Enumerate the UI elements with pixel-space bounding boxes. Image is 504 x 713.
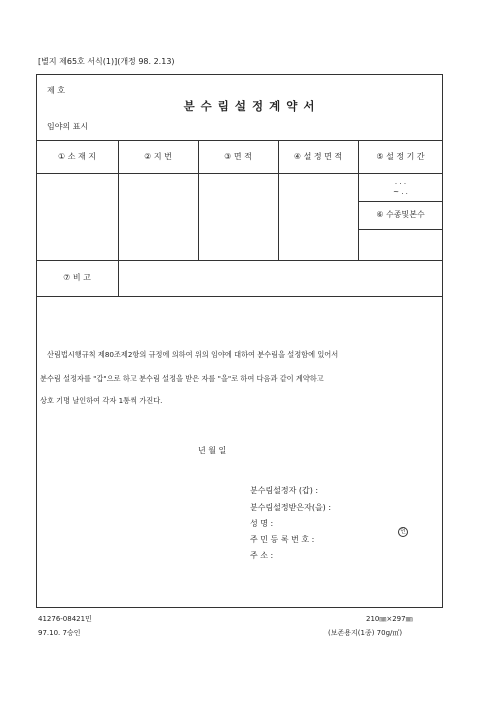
form-code: 41276-08421민 [38, 615, 92, 623]
paper-size: 210㎜×297㎜ [366, 615, 413, 623]
period-start-placeholder: . . . [394, 178, 407, 186]
remarks-label: ⑦ 비 고 [63, 273, 91, 282]
document-number-label: 제 호 [47, 86, 65, 95]
contract-text-line-3: 상호 기명 날인하여 각자 1통씩 가진다. [40, 396, 163, 405]
period-divider-line [358, 201, 443, 202]
document-title: 분수림설정계약서 [183, 99, 321, 113]
column-header-set-area: ④ 설 정 면 적 [293, 152, 343, 161]
species-count-label: ⑥ 수종및본수 [376, 210, 425, 219]
seal-mark: 인 [398, 518, 408, 537]
address-label: 주 소 : [250, 551, 274, 560]
resident-number-label: 주 민 등 록 번 호 : [250, 535, 315, 544]
species-divider-line [358, 229, 443, 230]
data-bottom-line [36, 260, 443, 261]
column-header-location: ① 소 재 지 [58, 152, 96, 161]
form-reference: [별지 제65호 서식(1)](개정 98. 2.13) [38, 57, 175, 66]
period-end-placeholder: ~ . . [393, 188, 408, 196]
table-header-line [36, 173, 443, 174]
remark-bottom-line [36, 296, 443, 297]
land-description-label: 임야의 표시 [47, 122, 89, 131]
table-top-line [36, 140, 443, 141]
column-header-period: ⑤ 설 정 기 간 [376, 152, 425, 161]
remark-divider [118, 260, 119, 296]
contract-text-line-2: 분수림 설정자를 "갑"으로 하고 분수림 설정을 받은 자를 "을"로 하여 다음과 같이 계약하고 [40, 374, 324, 383]
name-label: 성 명 : [250, 519, 274, 528]
approval-date: 97.10. 7승인 [38, 629, 81, 637]
grantee-label: 분수림설정받은자(을) : [250, 503, 332, 512]
column-header-lot-number: ② 지 번 [144, 152, 172, 161]
grantor-label: 분수림설정자 (갑) : [250, 486, 319, 495]
column-header-area: ③ 면 적 [224, 152, 252, 161]
paper-spec: (보존용지(1종) 70g/㎡) [328, 629, 403, 637]
contract-text-line-1: 산림법시행규칙 제80조제2항의 규정에 의하여 위의 임야에 대하여 분수림을 설정함에 있어서 [47, 350, 339, 359]
date-line: 년 월 일 [198, 446, 227, 455]
